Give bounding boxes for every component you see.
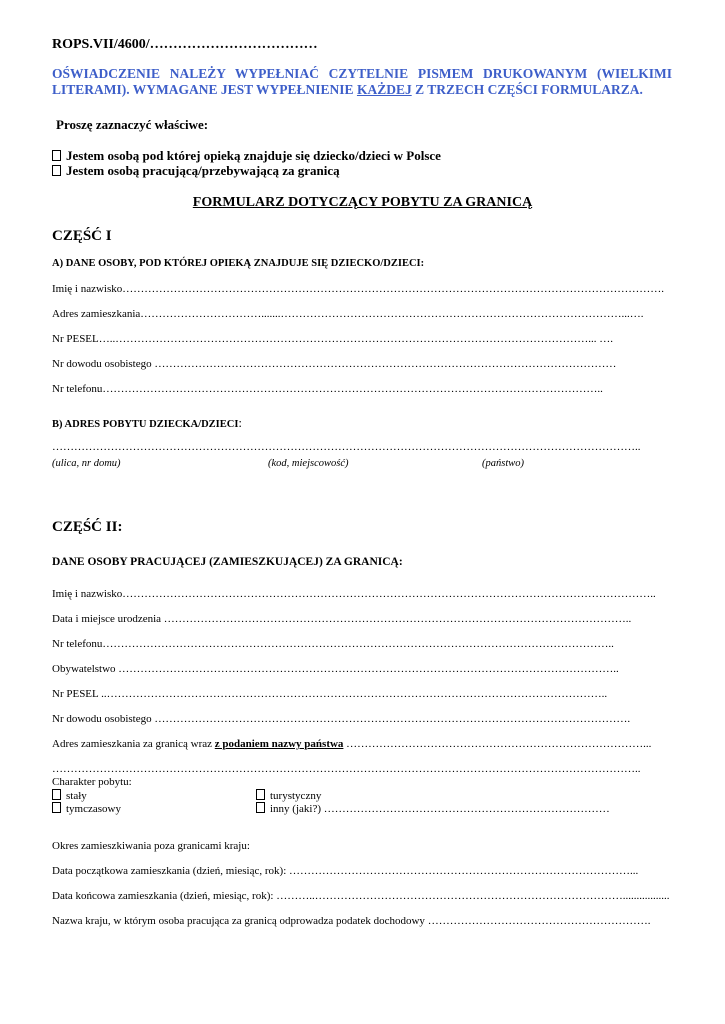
period-label: Okres zamieszkiwania poza granicami kraju: [52, 840, 250, 852]
field-dots[interactable]: ……………………………………………………………………………………………………………… [154, 358, 617, 370]
field-dots[interactable]: ……………………………………………………. [427, 915, 651, 927]
field-child-address[interactable]: …………………………………………………………………………………………………………………………………………….. [52, 441, 641, 453]
field-id-card-a[interactable] [52, 358, 616, 370]
field-dots[interactable]: …..…………………………………………………………………………………………………………………... …. [98, 333, 613, 345]
part1-heading: CZĘŚĆ I [52, 228, 112, 244]
checkbox-permanent[interactable] [52, 789, 61, 800]
field-label: Nr PESEL [52, 688, 102, 700]
section-b-label: B) ADRES POBYTU DZIECKA/DZIECI [52, 419, 239, 430]
checkbox-abroad-worker[interactable] [52, 165, 61, 176]
notice-emphasis: KAŻDEJ [356, 82, 412, 97]
field-birth-b[interactable] [52, 613, 631, 625]
notice-text-1: OŚWIADCZENIE NALEŻY WYPEŁNIAĆ CZYTELNIE PISMEM DRUKOWANYM (WIELKIMI LITERAMI). WYMAGANE JEST WYPEŁNIENIE [52, 66, 672, 97]
stay-option-other-label: inny (jaki?) [270, 803, 322, 815]
stay-option-other-dots[interactable]: …………………………………………………………………… [321, 803, 610, 815]
checkbox-caregiver[interactable] [52, 150, 61, 161]
instruction-notice [52, 66, 672, 98]
stay-option-tourist-label: turystyczny [270, 790, 322, 802]
select-prompt: Proszę zaznaczyć właściwe: [56, 117, 209, 132]
field-label: Nazwa kraju, w którym osoba pracująca za granicą odprowadza podatek dochodowy [52, 915, 428, 927]
option-caregiver-label: Jestem osobą pod której opieką znajduje się dziecko/dzieci w Polsce [66, 148, 441, 163]
field-dots[interactable]: ……………………………………………………………………………………………………………………….. [102, 383, 603, 395]
stay-option-temporary[interactable] [52, 802, 121, 815]
field-dots[interactable]: ………………………………………………………………………... [343, 738, 652, 750]
option-abroad-worker-label: Jestem osobą pracującą/przebywającą za granicą [66, 163, 340, 178]
field-name-b[interactable] [52, 588, 656, 600]
field-dots[interactable]: ……………………………………………………………………………………………………………………….. [118, 663, 619, 675]
hint-street: (ulica, nr domu) [52, 458, 121, 469]
part1-section-b [52, 415, 242, 431]
field-dots[interactable]: ……………………………………………………………………………………………………………….. [163, 613, 632, 625]
field-pesel-b[interactable] [52, 688, 607, 700]
field-dots[interactable]: …………………………………………………………………………………... [289, 865, 639, 877]
option-caregiver[interactable] [52, 148, 441, 164]
field-abroad-address[interactable] [52, 738, 651, 750]
field-label: Adres zamieszkania za granicą wraz [52, 738, 215, 750]
field-phone-a[interactable] [52, 383, 603, 395]
field-dots[interactable]: ..……………………………………………………………………………………………………………………….. [101, 688, 608, 700]
stay-option-temporary-label: tymczasowy [66, 803, 121, 815]
part1-section-a: A) DANE OSOBY, POD KTÓREJ OPIEKĄ ZNAJDUJE SIĘ DZIECKO/DZIECI: [52, 258, 425, 269]
field-phone-b[interactable] [52, 638, 614, 650]
field-abroad-address-line2[interactable]: …………………………………………………………………………………………………………………………………………….. [52, 763, 641, 775]
field-tax-country[interactable] [52, 915, 650, 927]
part2-section: DANE OSOBY PRACUJĄCEJ (ZAMIESZKUJĄCEJ) ZA GRANICĄ: [52, 556, 403, 568]
field-label: Nr telefonu [52, 638, 103, 650]
field-dots[interactable]: …………………………….......…………………………………………………………………………………...…. [140, 308, 644, 320]
field-start-date[interactable] [52, 865, 638, 877]
field-dots[interactable]: ………..…………………………………………………………………………................. [276, 890, 670, 902]
section-b-colon: : [238, 415, 243, 430]
checkbox-temporary[interactable] [52, 802, 61, 813]
field-dots[interactable]: …………………………………………………………………………………………………………………. [154, 713, 631, 725]
field-label: Data początkowa zamieszkania (dzień, miesiąc, rok): [52, 865, 289, 877]
field-label: Nr telefonu [52, 383, 103, 395]
hint-city: (kod, miejscowość) [268, 458, 349, 469]
field-label: Adres zamieszkania [52, 308, 141, 320]
notice-text-2: Z TRZECH CZĘŚCI FORMULARZA. [411, 82, 643, 97]
field-name-a[interactable] [52, 283, 664, 295]
field-label: Imię i nazwisko [52, 283, 123, 295]
form-title: FORMULARZ DOTYCZĄCY POBYTU ZA GRANICĄ [192, 195, 533, 210]
field-citizenship-b[interactable] [52, 663, 619, 675]
field-pesel-a[interactable] [52, 333, 613, 345]
stay-type-label: Charakter pobytu: [52, 776, 132, 788]
field-dots[interactable]: ……………………………………………………………………………………………………………………………….. [122, 588, 656, 600]
stay-option-tourist[interactable] [256, 789, 321, 802]
field-dots[interactable]: ………………………………………………………………………………………………………………………….. [102, 638, 614, 650]
hint-country: (państwo) [482, 458, 524, 469]
field-label-emphasis: z podaniem nazwy państwa [214, 738, 344, 750]
field-address-a[interactable] [52, 308, 644, 320]
option-abroad-worker[interactable] [52, 163, 340, 179]
field-label: Nr dowodu osobistego [52, 713, 155, 725]
stay-option-other[interactable] [256, 802, 610, 815]
stay-option-permanent-label: stały [66, 790, 87, 802]
field-dots[interactable]: …………………………………………………………………………………………………………………………………. [122, 283, 665, 295]
field-label: Imię i nazwisko [52, 588, 123, 600]
field-label: Data końcowa zamieszkania (dzień, miesiąc, rok): [52, 890, 277, 902]
field-end-date[interactable] [52, 890, 669, 902]
field-label: Data i miejsce urodzenia [52, 613, 164, 625]
field-id-card-b[interactable] [52, 713, 630, 725]
checkbox-tourist[interactable] [256, 789, 265, 800]
field-label: Nr dowodu osobistego [52, 358, 155, 370]
reference-number: ROPS.VII/4600/……………………………… [52, 37, 318, 52]
part2-heading: CZĘŚĆ II: [52, 519, 123, 535]
checkbox-other[interactable] [256, 802, 265, 813]
stay-option-permanent[interactable] [52, 789, 87, 802]
field-label: Obywatelstwo [52, 663, 119, 675]
field-label: Nr PESEL [52, 333, 99, 345]
